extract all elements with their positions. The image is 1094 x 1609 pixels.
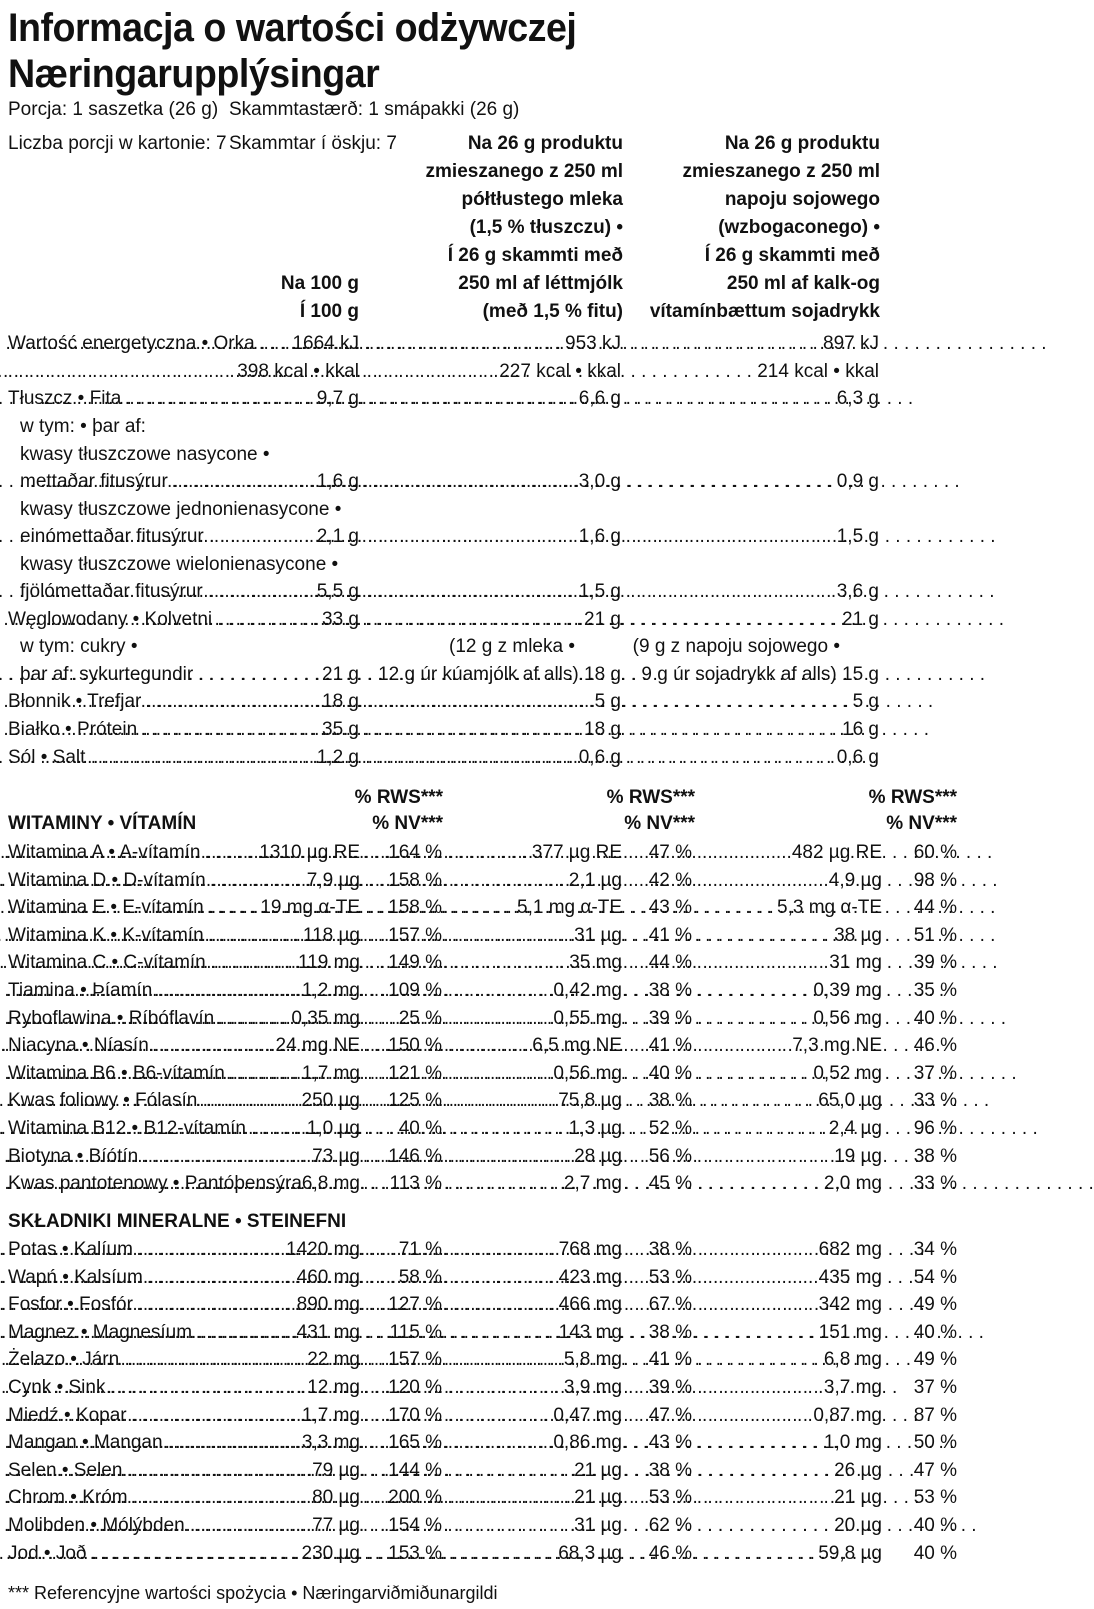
value-per-100g: 250 µg	[301, 1090, 360, 1111]
value-with-soy: 2,4 µg	[828, 1118, 882, 1139]
rws-label-col1: % RWS***	[354, 787, 443, 808]
value-per-100g: 18 g	[322, 691, 359, 712]
vitamin-row	[0, 1088, 964, 1114]
nutrient-label: þar af: sykurtegundir	[20, 664, 194, 685]
footnote: *** Referencyjne wartości spożycia • Næringarviðmiðunargildi	[8, 1583, 498, 1603]
nutrient-label: kwasy tłuszczowe nasycone •	[20, 444, 270, 465]
nutrient-label: w tym: cukry •	[20, 636, 138, 657]
nutrient-label: Tiamina • Þíamín	[8, 980, 153, 1001]
rws-with-soy: 47 %	[913, 1460, 957, 1481]
rws-with-soy: 44 %	[913, 897, 957, 918]
rws-with-soy: 46 %	[913, 1035, 957, 1056]
value-with-milk: 0,6 g	[578, 747, 621, 768]
rws-with-milk: 46 %	[648, 1543, 692, 1564]
header-with-milk-line: 250 ml af léttmjólk	[458, 273, 623, 294]
serving-size-polish: Porcja: 1 saszetka (26 g)	[8, 99, 219, 120]
value-with-soy: 16 g	[842, 719, 879, 740]
value-with-soy: 19 µg	[834, 1146, 882, 1167]
value-per-100g: 33 g	[322, 609, 359, 630]
value-per-100g: 890 mg	[296, 1294, 360, 1315]
value-with-milk: 466 mg	[558, 1294, 622, 1315]
mineral-row	[0, 1265, 964, 1291]
nutrient-label: fjölómettaðar fitusýrur	[20, 581, 203, 602]
rws-per-100g: 157 %	[388, 925, 442, 946]
value-with-soy: 26 µg	[834, 1460, 882, 1481]
rws-with-soy: 39 %	[913, 952, 957, 973]
value-per-100g: 1664 kJ	[292, 333, 359, 354]
vitamin-row	[0, 840, 964, 866]
rws-with-soy: 54 %	[913, 1267, 957, 1288]
value-with-milk: 377 µg RE	[531, 842, 622, 863]
value-with-soy: 0,87 mg	[813, 1405, 882, 1426]
macro-row	[0, 579, 964, 605]
value-per-100g: 431 mg	[296, 1322, 360, 1343]
vitamin-row	[0, 1033, 964, 1059]
mineral-row	[0, 1403, 964, 1429]
value-with-milk: 31 µg	[574, 925, 622, 946]
nutrient-label: einómettaðar fitusýrur	[20, 526, 204, 547]
nutrient-label: Tłuszcz • Fita	[8, 388, 122, 409]
value-with-milk: 227 kcal • kkal	[499, 361, 621, 382]
rws-with-milk: 38 %	[648, 1460, 692, 1481]
value-with-soy: 435 mg	[818, 1267, 882, 1288]
mineral-row	[0, 1485, 964, 1511]
value-per-100g: 1,2 g	[316, 747, 359, 768]
value-with-milk: 21 µg	[574, 1487, 622, 1508]
value-with-milk: 31 µg	[574, 1515, 622, 1536]
rws-with-milk: 67 %	[648, 1294, 692, 1315]
value-with-milk: 3,0 g	[578, 471, 621, 492]
rws-with-milk: 39 %	[648, 1377, 692, 1398]
value-with-soy: 6,3 g	[836, 388, 879, 409]
value-per-100g: 77 µg	[312, 1515, 360, 1536]
mineral-row	[0, 1375, 964, 1401]
rws-label-col2: % RWS***	[606, 787, 695, 808]
value-with-soy: 682 mg	[818, 1239, 882, 1260]
rws-with-milk: 47 %	[648, 1405, 692, 1426]
value-per-100g: 398 kcal • kkal	[237, 361, 359, 382]
value-per-100g: 19 mg α-TE	[260, 897, 360, 918]
header-per-100g-line: Na 100 g	[280, 273, 359, 294]
note-with-soy: (9 g z napoju sojowego •	[632, 636, 840, 657]
value-per-100g: 80 µg	[312, 1487, 360, 1508]
rws-with-milk: 38 %	[648, 980, 692, 1001]
nutrient-label: Kwas pantotenowy • Pantóþensýra	[8, 1173, 302, 1194]
macro-row	[0, 524, 964, 550]
value-with-soy: 6,8 mg	[823, 1349, 882, 1370]
value-with-milk: 5,1 mg α-TE	[517, 897, 622, 918]
vitamin-row	[0, 868, 964, 894]
value-with-soy: 3,7 mg	[823, 1377, 882, 1398]
rws-with-milk: 42 %	[648, 870, 692, 891]
macro-row	[0, 442, 964, 468]
mineral-row	[0, 1237, 964, 1263]
value-per-100g: 1,7 mg	[301, 1405, 360, 1426]
nutrient-label: kwasy tłuszczowe jednonienasycone •	[20, 499, 342, 520]
value-with-milk: 0,56 mg	[553, 1063, 622, 1084]
value-per-100g: 1310 µg RE	[259, 842, 360, 863]
value-with-soy: 65,0 µg	[818, 1090, 882, 1111]
value-with-milk: 5 g	[594, 691, 621, 712]
mineral-row	[0, 1320, 964, 1346]
header-with-soy-line: napoju sojowego	[724, 189, 880, 210]
rws-per-100g: 153 %	[388, 1543, 442, 1564]
value-with-soy: 342 mg	[818, 1294, 882, 1315]
value-with-soy: 31 mg	[829, 952, 882, 973]
vitamins-header: WITAMINY • VÍTAMÍN	[8, 813, 197, 834]
value-per-100g: 9,7 g	[316, 388, 359, 409]
header-with-soy-line: Na 26 g produktu	[724, 133, 880, 154]
rws-with-milk: 38 %	[648, 1090, 692, 1111]
value-with-soy: 20 µg	[834, 1515, 882, 1536]
value-per-100g: 2,1 g	[316, 526, 359, 547]
value-per-100g: 6,8 mg	[301, 1173, 360, 1194]
macro-row	[0, 689, 964, 715]
nutrient-label: Witamina C • C-vítamín	[8, 952, 206, 973]
value-per-100g: 1420 mg	[286, 1239, 360, 1260]
rws-per-100g: 149 %	[388, 952, 442, 973]
value-per-100g: 1,6 g	[316, 471, 359, 492]
rws-with-milk: 40 %	[648, 1063, 692, 1084]
rws-with-milk: 41 %	[648, 925, 692, 946]
value-with-milk: 1,5 g	[578, 581, 621, 602]
serving-size-icelandic: Skammtastærð: 1 smápakki (26 g)	[229, 99, 520, 120]
header-with-milk-line: Na 26 g produktu	[467, 133, 623, 154]
nutrient-label: Selen • Selen	[8, 1460, 123, 1481]
mineral-row	[0, 1541, 964, 1567]
value-with-soy: 0,9 g	[836, 471, 879, 492]
nutrient-label: Magnez • Magnesíum	[8, 1322, 193, 1343]
value-with-milk: 0,47 mg	[553, 1405, 622, 1426]
nutrient-label: Sól • Salt	[8, 747, 86, 768]
value-per-100g: 22 mg	[307, 1349, 360, 1370]
value-with-milk: 21 g	[584, 609, 621, 630]
value-with-soy: 21 µg	[834, 1487, 882, 1508]
nutrient-label: Cynk • Sink	[8, 1377, 106, 1398]
rws-per-100g: 120 %	[388, 1377, 442, 1398]
header-with-milk-line: Í 26 g skammti með	[447, 245, 623, 266]
nv-label-col1: % NV***	[372, 813, 443, 834]
value-per-100g: 460 mg	[296, 1267, 360, 1288]
value-with-soy: 5,3 mg α-TE	[777, 897, 882, 918]
rws-with-soy: 51 %	[913, 925, 957, 946]
value-per-100g: 73 µg	[312, 1146, 360, 1167]
value-per-100g: 35 g	[322, 719, 359, 740]
title-polish: Informacja o wartości odżywczej	[8, 6, 577, 50]
rws-with-soy: 49 %	[913, 1294, 957, 1315]
value-with-milk: 75,8 µg	[558, 1090, 622, 1111]
value-with-milk: 18 g	[584, 719, 621, 740]
rws-per-100g: 157 %	[388, 1349, 442, 1370]
value-with-milk: 5,8 mg	[563, 1349, 622, 1370]
header-with-milk-line: zmieszanego z 250 ml	[425, 161, 623, 182]
value-with-soy: 0,52 mg	[813, 1063, 882, 1084]
value-with-milk: 2,7 mg	[563, 1173, 622, 1194]
rws-with-soy: 40 %	[913, 1008, 957, 1029]
value-with-milk: 768 mg	[558, 1239, 622, 1260]
macro-row	[0, 469, 964, 495]
nutrient-label: Węglowodany • Kolvetni	[8, 609, 213, 630]
rws-per-100g: 158 %	[388, 897, 442, 918]
rws-with-milk: 62 %	[648, 1515, 692, 1536]
vitamin-row	[0, 1171, 964, 1197]
rws-with-milk: 38 %	[648, 1322, 692, 1343]
value-per-100g: 230 µg	[301, 1543, 360, 1564]
nv-label-col3: % NV***	[886, 813, 957, 834]
rws-per-100g: 40 %	[398, 1118, 442, 1139]
macro-row	[0, 414, 964, 440]
value-with-soy: 7,3 mg NE	[792, 1035, 882, 1056]
value-per-100g: 12 mg	[307, 1377, 360, 1398]
value-with-soy: 9 g úr sojadrykk af alls) 15 g	[641, 664, 879, 685]
value-with-milk: 0,55 mg	[553, 1008, 622, 1029]
rws-with-milk: 45 %	[648, 1173, 692, 1194]
mineral-row	[0, 1513, 964, 1539]
nutrient-label: Witamina B6 • B6-vítamín	[8, 1063, 225, 1084]
rws-with-soy: 34 %	[913, 1239, 957, 1260]
macro-row	[0, 497, 964, 523]
value-with-milk: 35 mg	[569, 952, 622, 973]
title-icelandic: Næringarupplýsingar	[8, 52, 380, 96]
value-per-100g: 118 µg	[302, 925, 360, 946]
rws-per-100g: 165 %	[388, 1432, 442, 1453]
rws-per-100g: 58 %	[398, 1267, 442, 1288]
value-with-soy: 21 g	[842, 609, 879, 630]
value-per-100g: 1,2 mg	[301, 980, 360, 1001]
header-with-milk-line: (1,5 % tłuszczu) •	[469, 217, 623, 238]
nutrient-label: Jod • Joð	[8, 1543, 87, 1564]
rws-with-soy: 98 %	[913, 870, 957, 891]
nutrient-label: Biotyna • Bíótín	[8, 1146, 139, 1167]
rws-with-soy: 33 %	[913, 1090, 957, 1111]
value-with-milk: 0,42 mg	[553, 980, 622, 1001]
value-with-milk: 21 µg	[574, 1460, 622, 1481]
rws-with-soy: 38 %	[913, 1146, 957, 1167]
rws-with-soy: 96 %	[913, 1118, 957, 1139]
rws-with-soy: 37 %	[913, 1377, 957, 1398]
rws-per-100g: 200 %	[388, 1487, 442, 1508]
value-with-soy: 4,9 µg	[828, 870, 882, 891]
value-with-milk: 1,6 g	[578, 526, 621, 547]
vitamin-row	[0, 1144, 964, 1170]
vitamin-row	[0, 1061, 964, 1087]
nutrient-label: Witamina K • K-vítamín	[8, 925, 204, 946]
value-with-milk: 6,6 g	[578, 388, 621, 409]
macro-row	[0, 331, 964, 357]
nutrient-label: Białko • Prótein	[8, 719, 138, 740]
vitamin-row	[0, 1116, 964, 1142]
nutrient-label: Kwas foliowy • Fólasín	[8, 1090, 198, 1111]
rws-with-soy: 60 %	[913, 842, 957, 863]
rws-per-100g: 109 %	[388, 980, 442, 1001]
value-per-100g: 7,9 µg	[306, 870, 360, 891]
rws-with-milk: 41 %	[648, 1035, 692, 1056]
header-with-soy-line: 250 ml af kalk-og	[726, 273, 880, 294]
macro-row	[0, 607, 964, 633]
value-with-soy: 0,6 g	[836, 747, 879, 768]
value-with-milk: 423 mg	[558, 1267, 622, 1288]
rws-with-soy: 35 %	[913, 980, 957, 1001]
rws-with-milk: 47 %	[648, 842, 692, 863]
rws-with-soy: 37 %	[913, 1063, 957, 1084]
rws-with-soy: 50 %	[913, 1432, 957, 1453]
nutrient-label: mettaðar fitusýrur	[20, 471, 168, 492]
rws-with-milk: 39 %	[648, 1008, 692, 1029]
value-with-milk: 0,86 mg	[553, 1432, 622, 1453]
rws-per-100g: 150 %	[388, 1035, 442, 1056]
note-with-milk: (12 g z mleka •	[449, 636, 575, 657]
rws-with-soy: 53 %	[913, 1487, 957, 1508]
value-with-soy: 38 µg	[834, 925, 882, 946]
portions-icelandic: Skammtar í öskju: 7	[229, 133, 397, 154]
value-with-milk: 143 mg	[558, 1322, 622, 1343]
macro-row	[0, 359, 964, 385]
header-with-soy-line: zmieszanego z 250 ml	[682, 161, 880, 182]
value-with-soy: 0,56 mg	[813, 1008, 882, 1029]
column-header-with-soy-drink	[580, 130, 880, 326]
value-with-soy: 897 kJ	[823, 333, 879, 354]
value-with-milk: 6,5 mg NE	[532, 1035, 622, 1056]
macro-row	[0, 717, 964, 743]
value-per-100g: 3,3 mg	[301, 1432, 360, 1453]
nutrient-label: Witamina E • E-vítamín	[8, 897, 204, 918]
minerals-header: SKŁADNIKI MINERALNE • STEINEFNI	[8, 1211, 347, 1232]
column-header-with-milk	[323, 130, 623, 326]
value-with-milk: 953 kJ	[565, 333, 621, 354]
rws-with-milk: 43 %	[648, 1432, 692, 1453]
rws-per-100g: 170 %	[388, 1405, 442, 1426]
rws-with-soy: 40 %	[913, 1515, 957, 1536]
value-with-soy: 214 kcal • kkal	[757, 361, 879, 382]
mineral-row	[0, 1292, 964, 1318]
header-with-soy-line: (wzbogaconego) •	[718, 217, 880, 238]
rws-label-col3: % RWS***	[868, 787, 957, 808]
value-with-milk: 1,3 µg	[568, 1118, 622, 1139]
rws-with-milk: 43 %	[648, 897, 692, 918]
value-with-milk: 2,1 µg	[568, 870, 622, 891]
rws-per-100g: 127 %	[388, 1294, 442, 1315]
macro-row	[0, 386, 964, 412]
nutrient-label: Ryboflawina • Ríbóflavín	[8, 1008, 215, 1029]
nutrient-label: Chrom • Króm	[8, 1487, 128, 1508]
nutrient-label: Żelazo • Járn	[8, 1349, 120, 1370]
header-with-soy-line: vítamínbættum sojadrykk	[649, 301, 880, 322]
vitamin-row	[0, 978, 964, 1004]
mineral-row	[0, 1430, 964, 1456]
rws-with-soy: 49 %	[913, 1349, 957, 1370]
value-per-100g: 5,5 g	[316, 581, 359, 602]
rws-per-100g: 115 %	[389, 1322, 442, 1343]
nutrient-label: Witamina D • D-vítamín	[8, 870, 206, 891]
value-per-100g: 1,0 µg	[306, 1118, 360, 1139]
header-with-soy-line: Í 26 g skammti með	[704, 245, 880, 266]
nutrient-label: kwasy tłuszczowe wielonienasycone •	[20, 554, 339, 575]
mineral-row	[0, 1347, 964, 1373]
value-per-100g: 79 µg	[312, 1460, 360, 1481]
value-with-soy: 3,6 g	[836, 581, 879, 602]
header-with-milk-line: półtłustego mleka	[461, 189, 623, 210]
value-with-soy: 151 mg	[818, 1322, 882, 1343]
rws-per-100g: 71 %	[398, 1239, 442, 1260]
macro-row	[0, 552, 964, 578]
value-with-soy: 1,5 g	[836, 526, 879, 547]
nutrient-label: Wapń • Kalsíum	[8, 1267, 143, 1288]
macro-row	[0, 745, 964, 771]
nutrient-label: Witamina A • A-vítamín	[8, 842, 201, 863]
rws-with-milk: 56 %	[648, 1146, 692, 1167]
value-per-100g: 1,7 mg	[301, 1063, 360, 1084]
value-with-milk: 28 µg	[574, 1146, 622, 1167]
vitamin-row	[0, 895, 964, 921]
value-with-soy: 2,0 mg	[823, 1173, 882, 1194]
rws-per-100g: 113 %	[389, 1173, 442, 1194]
nutrient-label: Fosfor • Fosfór	[8, 1294, 133, 1315]
rws-per-100g: 146 %	[388, 1146, 442, 1167]
rws-with-milk: 53 %	[648, 1487, 692, 1508]
value-per-100g: 21 g	[322, 664, 359, 685]
rws-with-milk: 38 %	[648, 1239, 692, 1260]
rws-with-milk: 44 %	[648, 952, 692, 973]
rws-with-milk: 41 %	[648, 1349, 692, 1370]
rws-per-100g: 164 %	[388, 842, 442, 863]
rws-per-100g: 158 %	[388, 870, 442, 891]
nutrient-label: Mangan • Mangan	[8, 1432, 163, 1453]
header-with-milk-line: (með 1,5 % fitu)	[482, 301, 623, 322]
nutrient-label: Wartość energetyczna • Orka	[8, 333, 255, 354]
rws-per-100g: 154 %	[388, 1515, 442, 1536]
rws-per-100g: 144 %	[388, 1460, 442, 1481]
value-per-100g: 119 mg	[298, 952, 360, 973]
rws-with-soy: 33 %	[913, 1173, 957, 1194]
value-with-soy: 59,8 µg	[818, 1543, 882, 1564]
value-with-soy: 482 µg RE	[791, 842, 882, 863]
value-with-milk: 68,3 µg	[558, 1543, 622, 1564]
rws-with-soy: 87 %	[913, 1405, 957, 1426]
rws-per-100g: 121 %	[388, 1063, 442, 1084]
rws-with-milk: 53 %	[648, 1267, 692, 1288]
mineral-row	[0, 1458, 964, 1484]
rws-with-soy: 40 %	[913, 1322, 957, 1343]
macro-row	[0, 634, 964, 660]
value-with-soy: 0,39 mg	[813, 980, 882, 1001]
nutrient-label: Błonnik • Trefjar	[8, 691, 142, 712]
header-per-100g-line: Í 100 g	[299, 301, 359, 322]
macro-row	[0, 662, 964, 688]
value-per-100g: 24 mg NE	[275, 1035, 360, 1056]
value-per-100g: 0,35 mg	[291, 1008, 360, 1029]
rws-per-100g: 25 %	[398, 1008, 442, 1029]
nutrient-label: Molibden • Mólýbden	[8, 1515, 185, 1536]
rws-with-soy: 40 %	[913, 1543, 957, 1564]
vitamin-row	[0, 950, 964, 976]
nutrient-label: w tym: • þar af:	[20, 416, 146, 437]
nutrient-label: Potas • Kalíum	[8, 1239, 133, 1260]
value-with-milk: 3,9 mg	[563, 1377, 622, 1398]
nutrient-label: Witamina B12 • B12-vítamín	[8, 1118, 246, 1139]
nv-label-col2: % NV***	[624, 813, 695, 834]
nutrient-label: Niacyna • Níasín	[8, 1035, 149, 1056]
value-with-soy: 5 g	[852, 691, 879, 712]
portions-polish: Liczba porcji w kartonie: 7	[8, 133, 227, 154]
vitamin-row	[0, 923, 964, 949]
value-with-milk: 12 g úr kúamjólk af alls) 18 g	[378, 664, 621, 685]
value-with-soy: 1,0 mg	[823, 1432, 882, 1453]
rws-with-milk: 52 %	[648, 1118, 692, 1139]
rws-per-100g: 125 %	[388, 1090, 442, 1111]
nutrient-label: Miedź • Kopar	[8, 1405, 127, 1426]
vitamin-row	[0, 1006, 964, 1032]
